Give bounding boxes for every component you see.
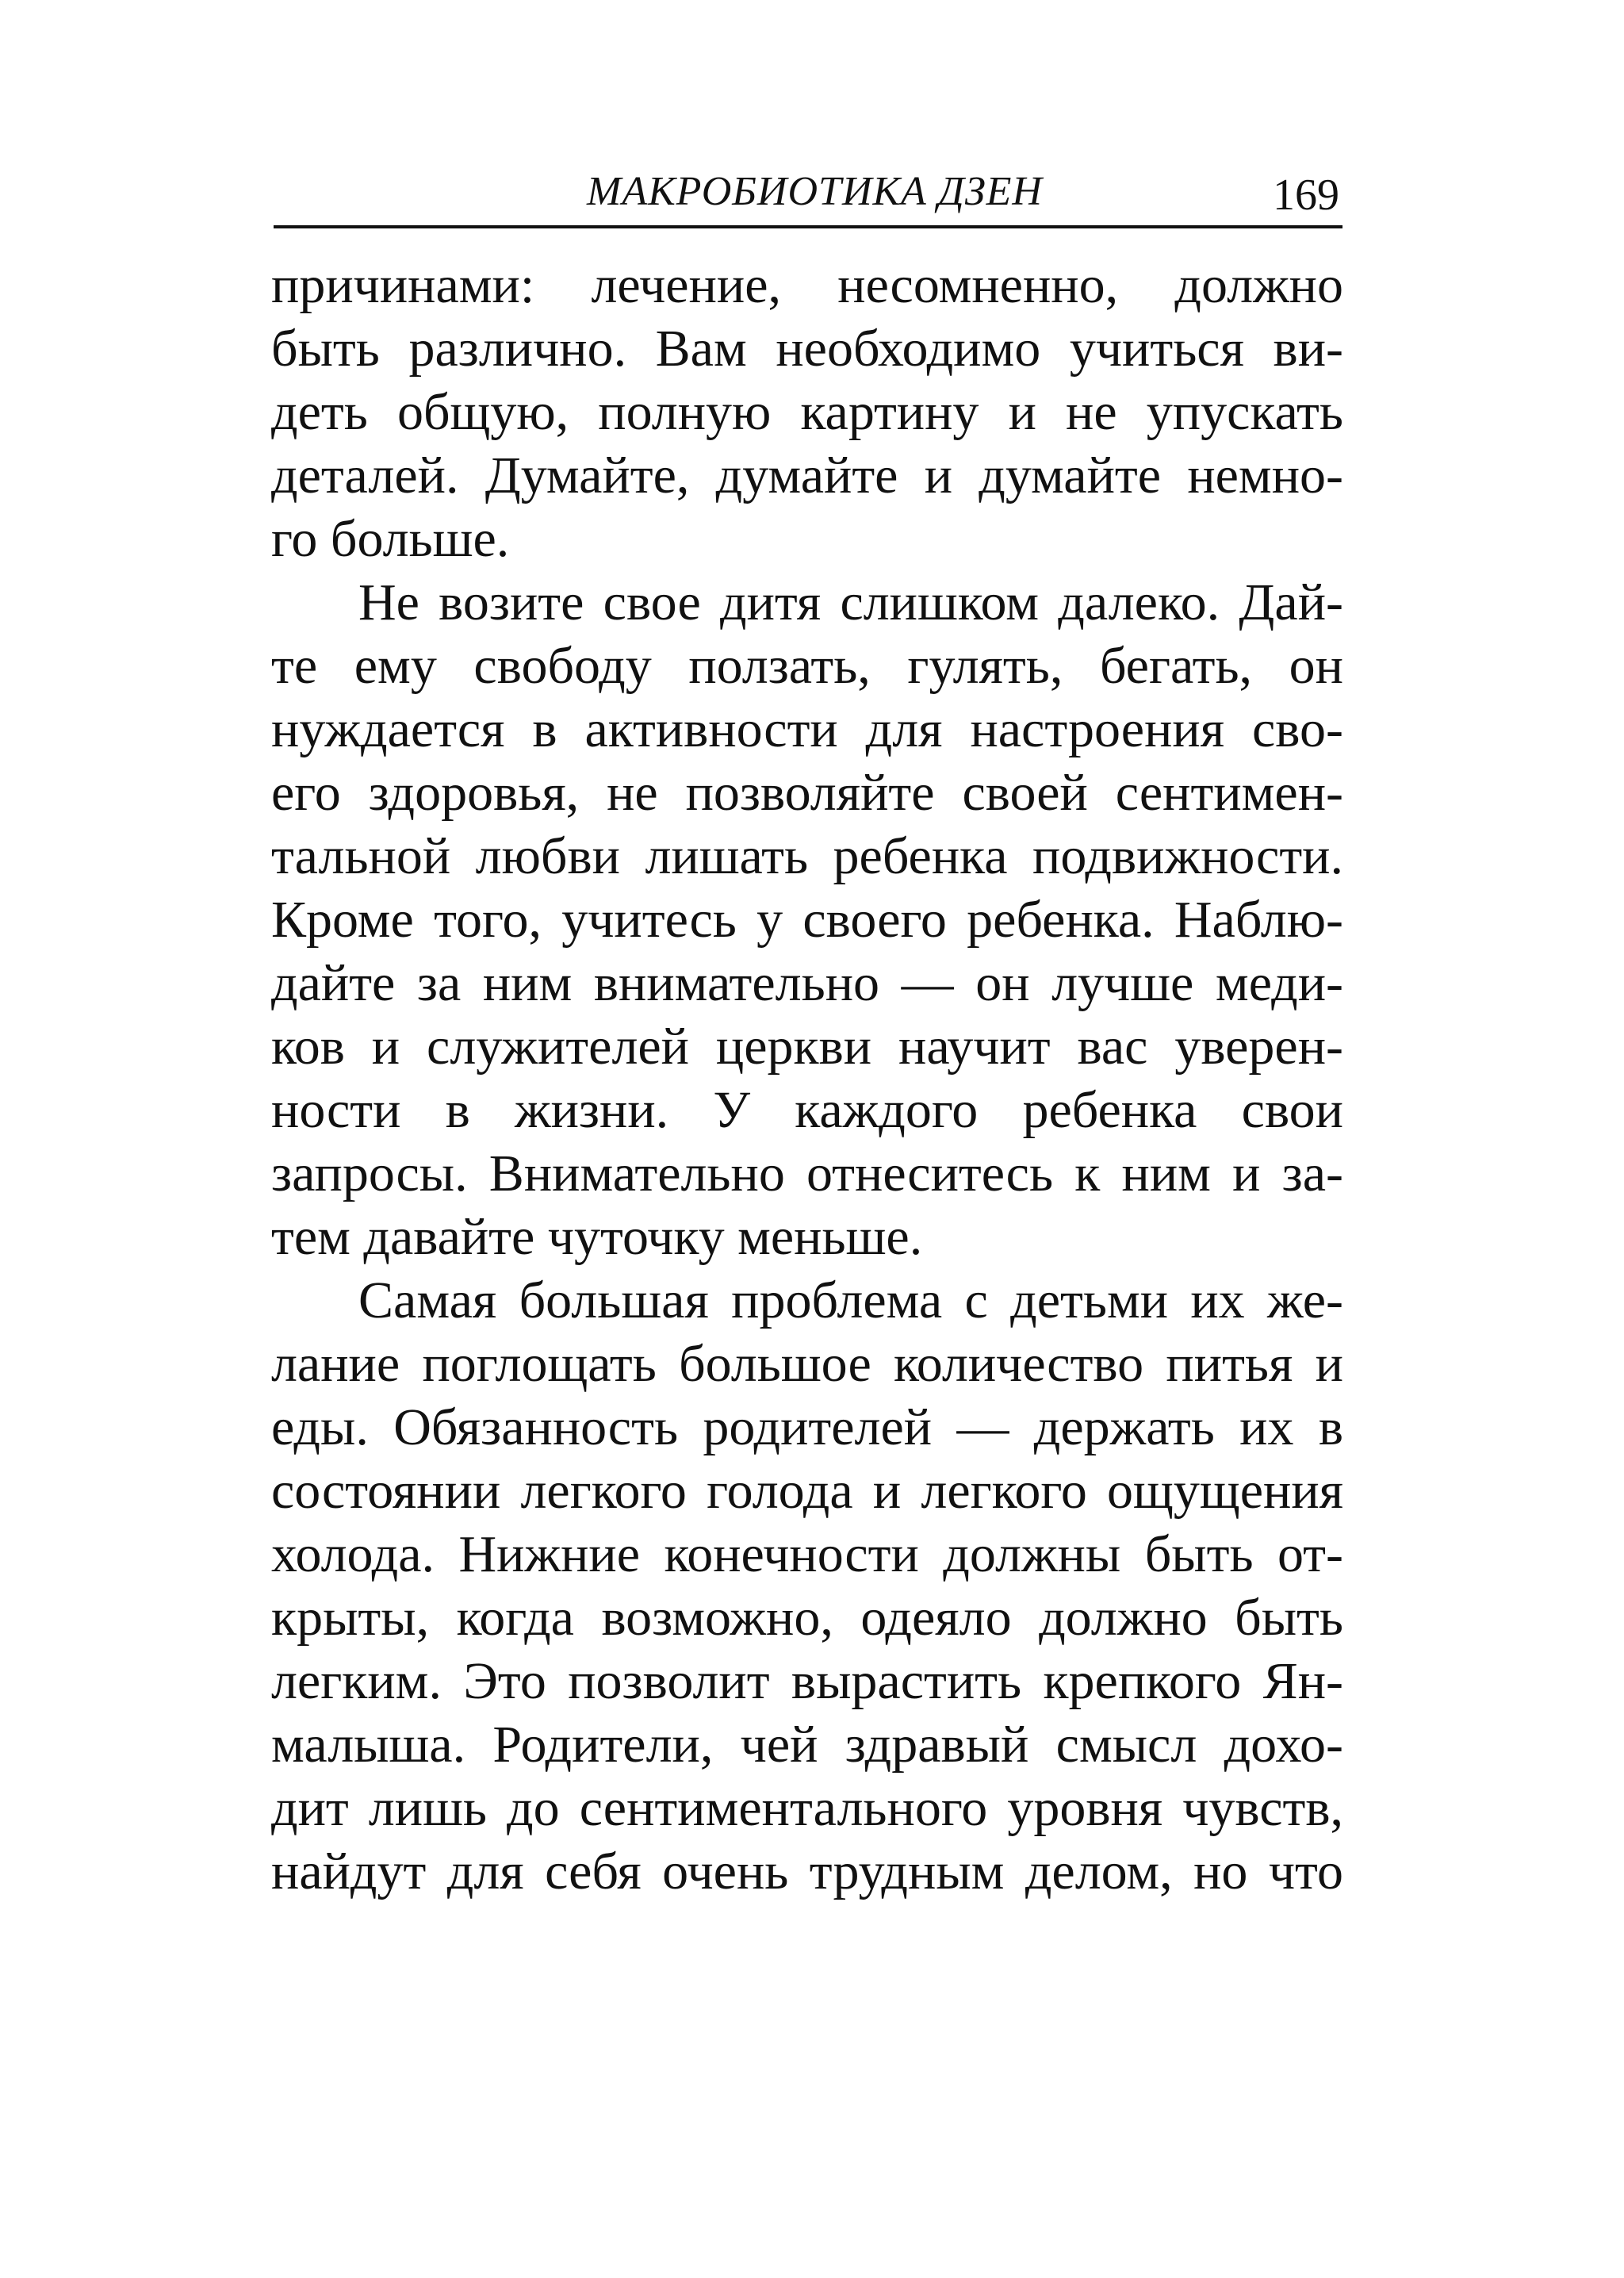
text-line: дайте за ним внимательно — он лучше меди- (271, 954, 1343, 1012)
text-line: тальной любви лишать ребенка подвижности. (271, 827, 1343, 885)
text-line: деть общую, полную картину и не упускать (271, 383, 1343, 441)
text-line: еды. Обязанность родителей — держать их в (271, 1398, 1343, 1456)
text-line: Не возите свое дитя слишком далеко. Дай- (358, 573, 1343, 631)
text-line: дит лишь до сентиментального уровня чувств, (271, 1779, 1343, 1837)
text-line: крыты, когда возможно, одеяло должно быть (271, 1589, 1343, 1647)
text-line: быть различно. Вам необходимо учиться ви- (271, 320, 1343, 378)
text-line: ности в жизни. У каждого ребенка свои (271, 1081, 1343, 1139)
text-line: легким. Это позволит вырастить крепкого Ян- (271, 1652, 1343, 1710)
text-line: го больше. (271, 510, 510, 568)
text-line: запросы. Внимательно отнеситесь к ним и за- (271, 1145, 1343, 1202)
text-line: нуждается в активности для настроения сво- (271, 700, 1343, 758)
text-line: Самая большая проблема с детьми их же- (358, 1271, 1343, 1329)
text-line: тем давайте чуточку меньше. (271, 1208, 923, 1266)
text-line: лание поглощать большое количество питья и (271, 1335, 1343, 1393)
text-line: деталей. Думайте, думайте и думайте немно- (271, 447, 1343, 504)
text-line: его здоровья, не позволяйте своей сентимен- (271, 764, 1343, 822)
paragraph (271, 1269, 1343, 1904)
running-header (274, 167, 1342, 228)
text-line: причинами: лечение, несомненно, должно (271, 256, 1343, 314)
paragraph (271, 571, 1343, 1269)
running-title: МАКРОБИОТИКА ДЗЕН (587, 169, 1043, 214)
text-line: холода. Нижние конечности должны быть от- (271, 1525, 1343, 1583)
text-line: найдут для себя очень трудным делом, но что (271, 1843, 1343, 1900)
page-number: 169 (1273, 171, 1339, 220)
text-line: те ему свободу ползать, гулять, бегать, он (271, 637, 1343, 695)
text-line: состоянии легкого голода и легкого ощущения (271, 1462, 1343, 1520)
text-line: Кроме того, учитесь у своего ребенка. Наблю- (271, 891, 1343, 949)
text-line: малыша. Родители, чей здравый смысл дохо- (271, 1716, 1343, 1774)
paragraph (271, 254, 1343, 571)
text-line: ков и служителей церкви научит вас уверен- (271, 1018, 1343, 1076)
body-text (271, 254, 1343, 1904)
